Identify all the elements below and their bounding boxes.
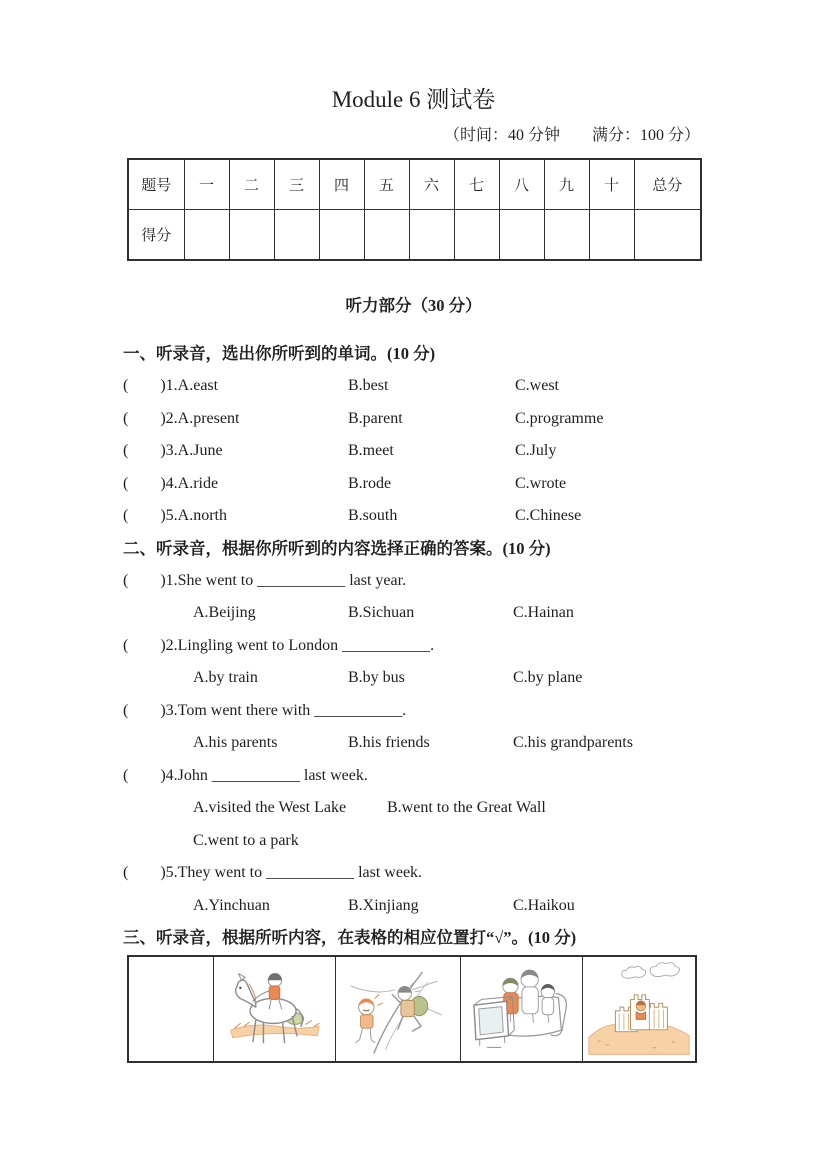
- page-title: Module 6 测试卷: [331, 87, 496, 112]
- question-stem: Tom went there with ___________.: [177, 701, 407, 719]
- score-header-cell: 九: [544, 159, 589, 210]
- option-b: B.meet: [348, 442, 394, 460]
- section3-heading: 三、听录音，根据所听内容，在表格的相应位置打“√”。(10 分): [123, 928, 577, 947]
- section2-questions: [0, 565, 827, 923]
- picture-cell-empty: [128, 956, 213, 1062]
- option-a: A.his parents: [193, 734, 278, 752]
- option-c: C.his grandparents: [513, 734, 633, 752]
- score-table: [127, 158, 702, 261]
- question-stem: John ___________ last week.: [177, 766, 368, 784]
- option-a: A.visited the West Lake: [193, 799, 347, 817]
- options-row: [193, 727, 827, 760]
- options-row: [193, 890, 827, 923]
- option-c: C.west: [515, 377, 559, 395]
- answer-bracket: ( )2.: [123, 636, 178, 654]
- question-stem-row: [123, 760, 827, 793]
- score-header-cell: 二: [229, 159, 274, 210]
- question-stem: Lingling went to London ___________.: [177, 636, 435, 654]
- score-cell-empty: [274, 210, 319, 261]
- question-stem-row: [123, 630, 827, 663]
- answer-bracket: ( )1.: [123, 377, 178, 395]
- score-cell-empty: [544, 210, 589, 261]
- answer-bracket: ( )5.: [123, 864, 178, 882]
- question-stem-row: [123, 565, 827, 598]
- horse-riding-image: [220, 961, 328, 1057]
- question-row: [123, 403, 827, 436]
- question-row: [123, 468, 827, 501]
- score-cell-empty: [634, 210, 701, 261]
- answer-bracket: ( )2.: [123, 409, 178, 427]
- option-a: A.by train: [193, 669, 258, 687]
- option-b: B.went to the Great Wall: [387, 799, 546, 817]
- option-b: B.by bus: [348, 669, 405, 687]
- score-cell-empty: [184, 210, 229, 261]
- score-header-cell: 六: [409, 159, 454, 210]
- option-b: B.parent: [348, 409, 403, 427]
- option-c: C.Haikou: [513, 896, 575, 914]
- option-b: B.rode: [348, 474, 392, 492]
- option-c: C.July: [515, 442, 557, 460]
- score-table-header-row: [128, 159, 701, 210]
- score-header-cell: 三: [274, 159, 319, 210]
- option-a: A.east: [177, 377, 219, 395]
- picture-cell: [460, 956, 582, 1062]
- score-header-cell: 总分: [634, 159, 701, 210]
- option-b: B.Sichuan: [348, 604, 415, 622]
- score-header-cell: 四: [319, 159, 364, 210]
- options-row: [193, 825, 827, 858]
- answer-bracket: ( )4.: [123, 766, 178, 784]
- option-c: C.went to a park: [193, 831, 299, 849]
- question-row: [123, 370, 827, 403]
- question-stem-row: [123, 857, 827, 890]
- section1-questions: [0, 370, 827, 533]
- option-b: B.south: [348, 507, 398, 525]
- score-header-cell: 题号: [128, 159, 184, 210]
- answer-bracket: ( )1.: [123, 571, 178, 589]
- options-row: [193, 792, 827, 825]
- mountain-climbing-image: [343, 961, 453, 1057]
- score-cell-empty: [589, 210, 634, 261]
- question-row: [123, 435, 827, 468]
- picture-cell: [335, 956, 460, 1062]
- option-b: B.his friends: [348, 734, 430, 752]
- option-a: A.Yinchuan: [193, 896, 270, 914]
- question-stem-row: [123, 695, 827, 728]
- options-row: [193, 597, 827, 630]
- score-header-cell: 十: [589, 159, 634, 210]
- option-a: A.Beijing: [193, 604, 256, 622]
- answer-bracket: ( )5.: [123, 507, 178, 525]
- score-cell-empty: [409, 210, 454, 261]
- picture-cell: [213, 956, 335, 1062]
- option-b: B.Xinjiang: [348, 896, 419, 914]
- section1-heading: 一、听录音，选出你所听到的单词。(10 分): [123, 344, 436, 363]
- time-score-meta: （时间：40 分钟 满分：100 分）: [443, 127, 700, 144]
- section2-heading: 二、听录音，根据你所听到的内容选择正确的答案。(10 分): [123, 538, 551, 558]
- score-cell-empty: [229, 210, 274, 261]
- question-stem: They went to ___________ last week.: [177, 864, 423, 882]
- watching-tv-image: [467, 961, 575, 1057]
- score-row-label: 得分: [128, 210, 184, 261]
- score-header-cell: 八: [499, 159, 544, 210]
- answer-bracket: ( )3.: [123, 442, 178, 460]
- score-header-cell: 一: [184, 159, 229, 210]
- answer-bracket: ( )3.: [123, 701, 178, 719]
- score-cell-empty: [319, 210, 364, 261]
- option-c: C.Chinese: [515, 507, 582, 525]
- score-cell-empty: [499, 210, 544, 261]
- answer-bracket: ( )4.: [123, 474, 178, 492]
- option-a: A.ride: [177, 474, 219, 492]
- option-c: C.wrote: [515, 474, 567, 492]
- options-row: [193, 662, 827, 695]
- question-row: [123, 500, 827, 533]
- score-table-score-row: [128, 210, 701, 261]
- score-header-cell: 七: [454, 159, 499, 210]
- picture-row: [128, 956, 696, 1062]
- sandcastle-beach-image: [587, 961, 691, 1057]
- score-cell-empty: [454, 210, 499, 261]
- option-a: A.present: [177, 409, 240, 427]
- picture-table: [127, 955, 697, 1063]
- option-a: A.north: [177, 507, 227, 525]
- option-a: A.June: [177, 442, 223, 460]
- option-b: B.best: [348, 377, 389, 395]
- picture-cell: [582, 956, 696, 1062]
- score-header-cell: 五: [364, 159, 409, 210]
- option-c: C.Hainan: [513, 604, 574, 622]
- option-c: C.programme: [515, 409, 604, 427]
- option-c: C.by plane: [513, 669, 583, 687]
- question-stem: She went to ___________ last year.: [177, 571, 407, 589]
- listening-part-heading: 听力部分（30 分）: [345, 296, 482, 315]
- score-cell-empty: [364, 210, 409, 261]
